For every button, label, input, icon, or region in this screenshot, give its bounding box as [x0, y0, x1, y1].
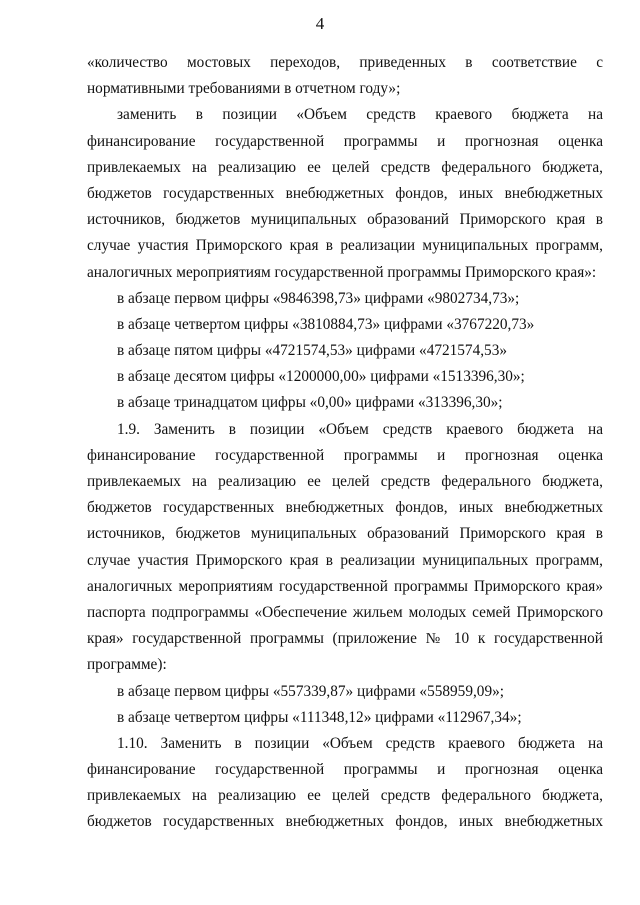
- text-line: привлекаемых на реализацию ее целей средств федерального бюджета,: [87, 787, 603, 805]
- text-line: в абзаце пятом цифры «4721574,53» цифрами «4721574,53»: [117, 342, 508, 360]
- text-line: случае участия Приморского края в реализации муниципальных программ,: [87, 237, 603, 255]
- text-line: в абзаце первом цифры «557339,87» цифрами «558959,09»;: [117, 682, 504, 700]
- text-line: финансирование государственной программы и прогнозная оценка: [87, 761, 603, 779]
- text-line: в абзаце тринадцатом цифры «0,00» цифрами «313396,30»;: [117, 394, 503, 412]
- text-line: привлекаемых на реализацию ее целей средств федерального бюджета,: [87, 158, 603, 176]
- text-line: бюджетов государственных внебюджетных фондов, иных внебюджетных: [87, 184, 603, 202]
- text-line: в абзаце четвертом цифры «3810884,73» цифрами «3767220,73»: [117, 315, 535, 333]
- text-line: в абзаце четвертом цифры «111348,12» цифрами «112967,34»;: [117, 708, 522, 726]
- text-line: привлекаемых на реализацию ее целей средств федерального бюджета,: [87, 473, 603, 490]
- text-line: программе):: [87, 656, 167, 674]
- text-line: в абзаце первом цифры «9846398,73» цифрами «9802734,73»;: [117, 289, 520, 307]
- text-line: края» государственной программы (приложение № 10 к государственной: [87, 630, 603, 648]
- text-line: источников, бюджетов муниципальных образований Приморского края в: [87, 211, 603, 229]
- text-line: аналогичных мероприятиям государственной программы Приморского края»:: [87, 263, 597, 281]
- text-line: случае участия Приморского края в реализации муниципальных программ,: [87, 551, 603, 569]
- text-line: «количество мостовых переходов, приведенных в соответствие с: [87, 54, 603, 71]
- text-line: бюджетов государственных внебюджетных фондов, иных внебюджетных: [87, 499, 603, 517]
- text-line: 1.10. Заменить в позиции «Объем средств краевого бюджета на: [117, 734, 603, 752]
- text-line: нормативными требованиями в отчетном году»;: [87, 80, 401, 98]
- text-line: финансирование государственной программы и прогнозная оценка: [87, 132, 603, 150]
- text-line: аналогичных мероприятиям государственной программы Приморского края»: [87, 577, 603, 595]
- text-line: заменить в позиции «Объем средств краевого бюджета на: [117, 106, 603, 124]
- page-number: 4: [315, 14, 325, 33]
- text-line: 1.9. Заменить в позиции «Объем средств краевого бюджета на: [117, 420, 603, 438]
- text-line: бюджетов государственных внебюджетных фондов, иных внебюджетных: [87, 813, 603, 831]
- text-line: паспорта подпрограммы «Обеспечение жильем молодых семей Приморского: [87, 603, 603, 621]
- text-line: финансирование государственной программы и прогнозная оценка: [87, 446, 603, 464]
- document-body: [87, 50, 603, 836]
- text-line: источников, бюджетов муниципальных образований Приморского края в: [87, 525, 603, 543]
- text-line: в абзаце десятом цифры «1200000,00» цифрами «1513396,30»;: [117, 368, 525, 386]
